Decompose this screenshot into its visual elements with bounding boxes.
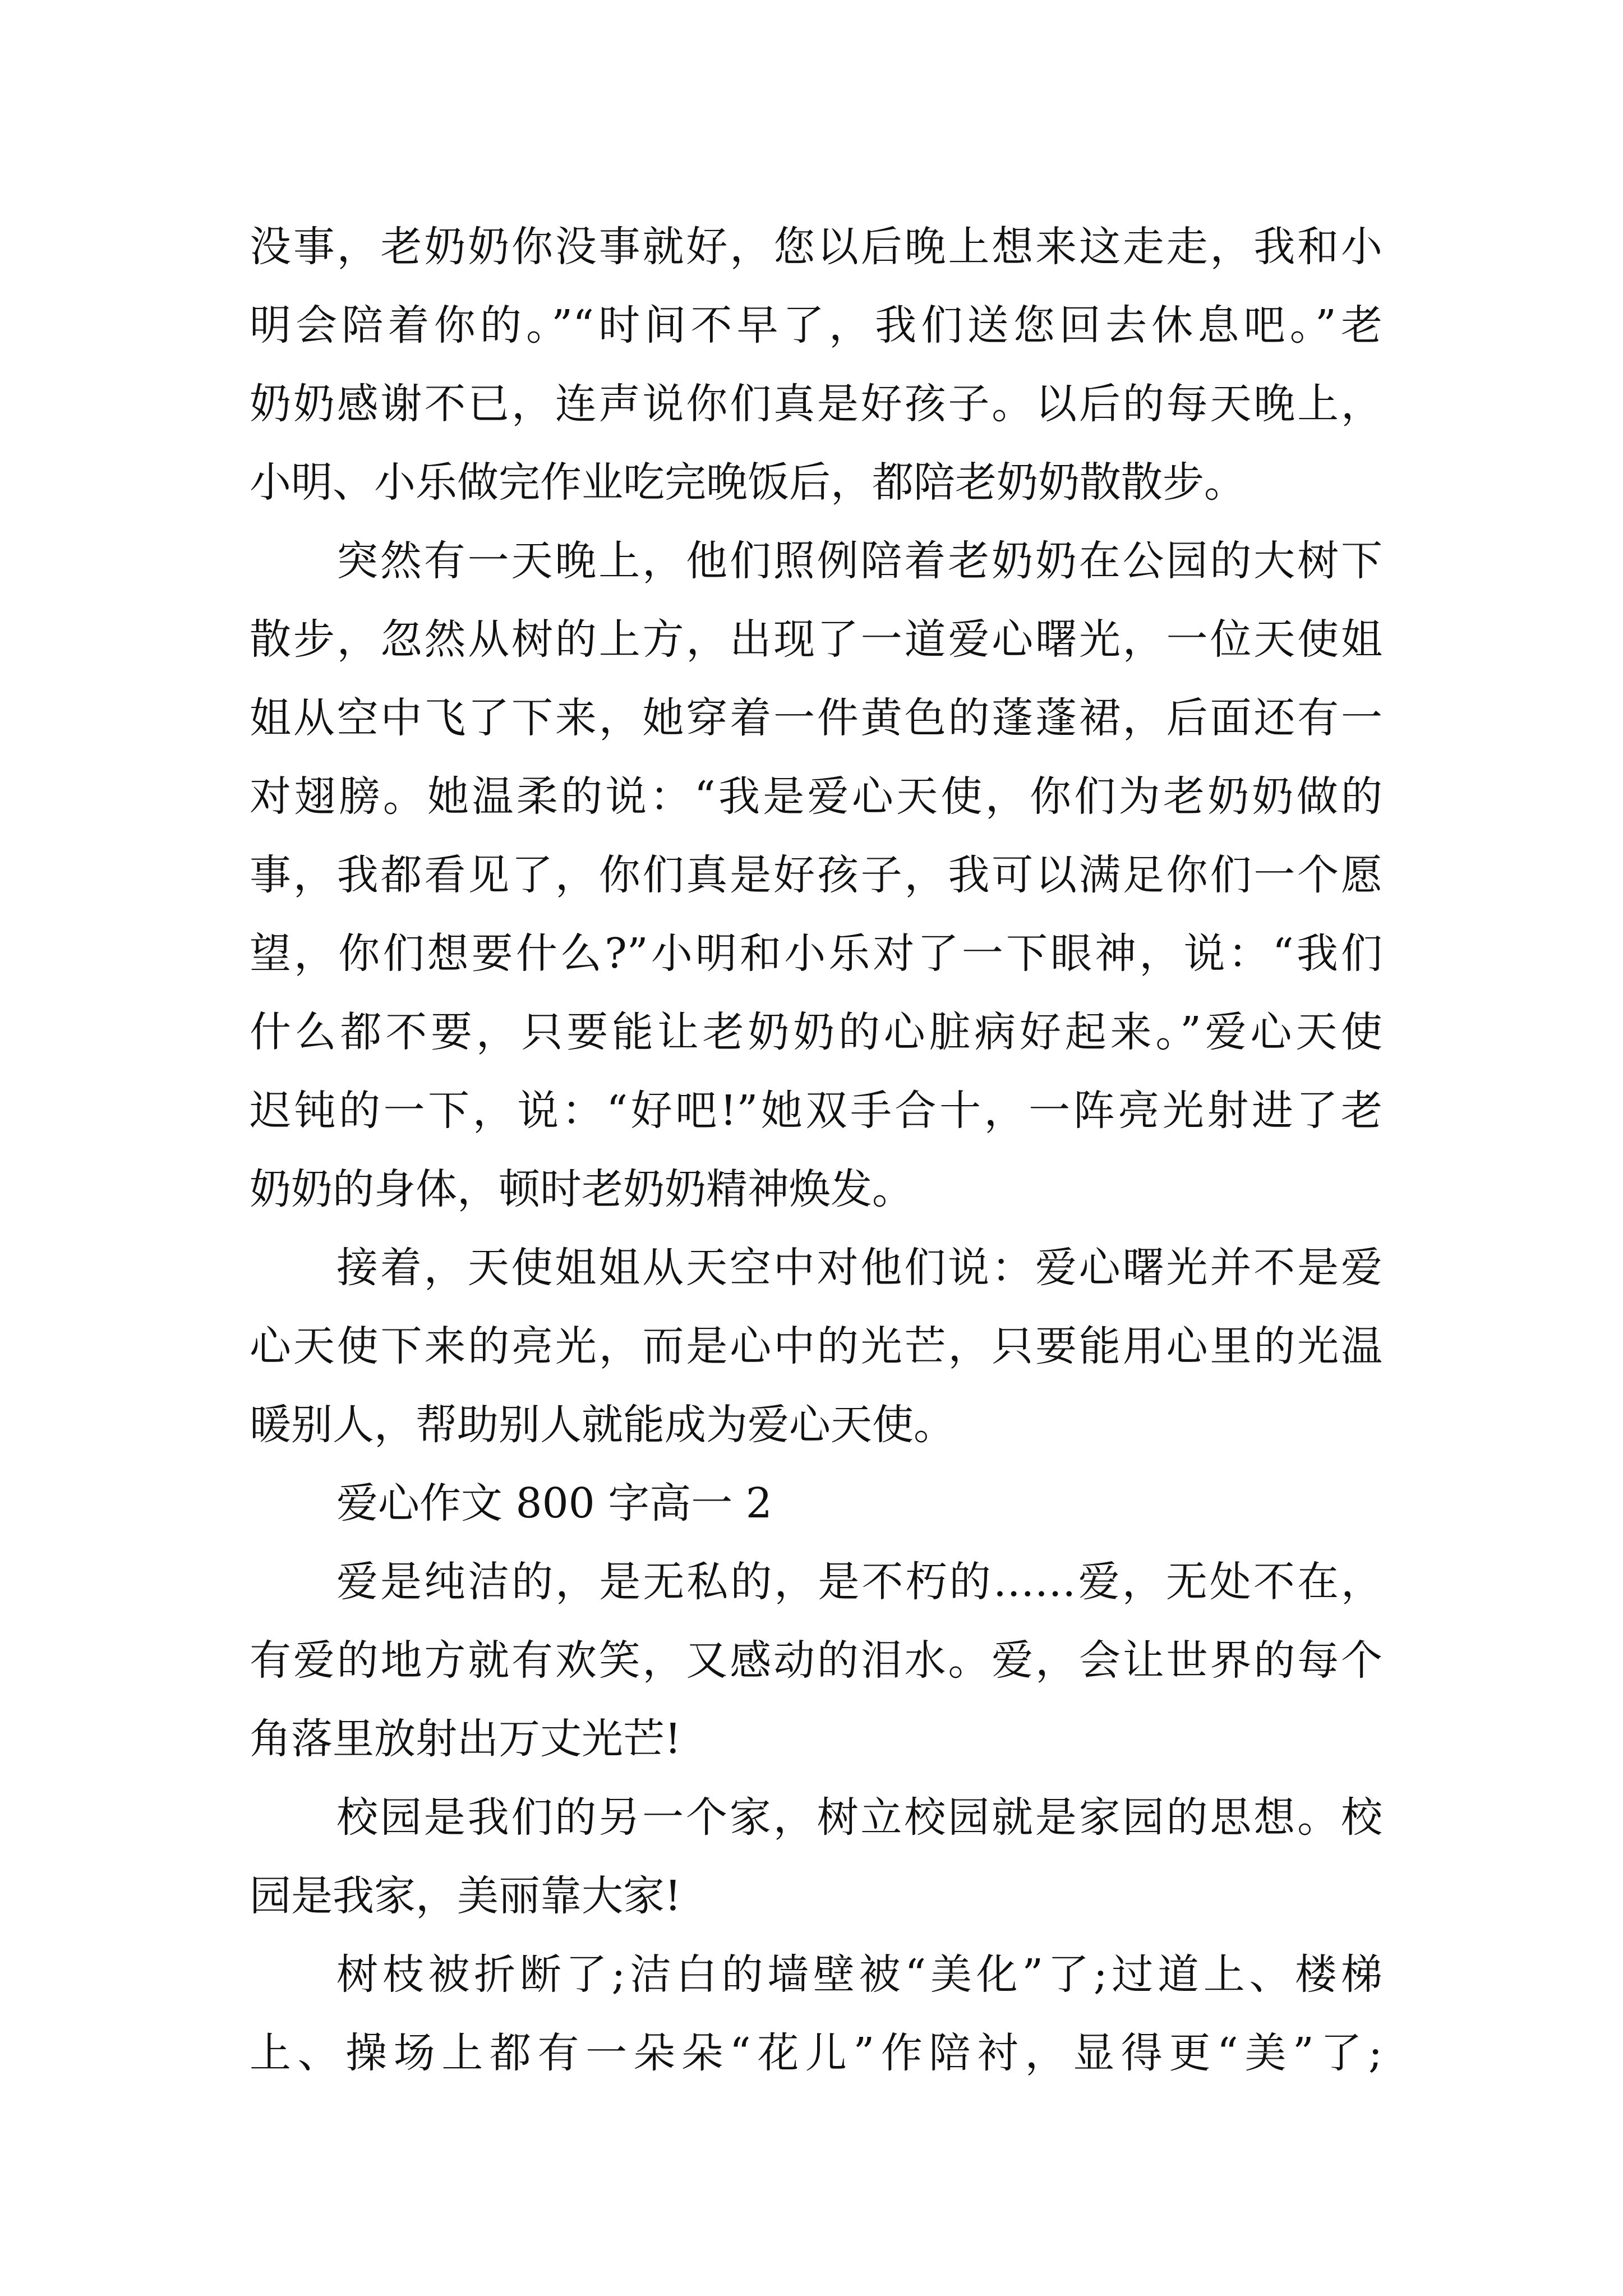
text-line: 接着，天使姐姐从天空中对他们说：爱心曙光并不是爱 (336, 1244, 1382, 1292)
text-line: 没事，老奶奶你没事就好，您以后晚上想来这走走，我和小 (250, 223, 1382, 271)
text-line: 树枝被折断了;洁白的墙壁被“美化”了;过道上、楼梯 (336, 1950, 1382, 1999)
paragraph (250, 1228, 1382, 1464)
paragraph (250, 208, 1382, 522)
text-line: 奶奶感谢不已，连声说你们真是好孩子。以后的每天晚上， (250, 380, 1382, 428)
text-line: 明会陪着你的。”“时间不早了，我们送您回去休息吧。”老 (250, 301, 1382, 349)
text-line: 暖别人，帮助别人就能成为爱心天使。 (250, 1401, 955, 1449)
text-line: 校园是我们的另一个家，树立校园就是家园的思想。校 (336, 1793, 1382, 1842)
text-line: 奶奶的身体，顿时老奶奶精神焕发。 (250, 1165, 914, 1213)
text-line: 散步，忽然从树的上方，出现了一道爱心曙光，一位天使姐 (250, 615, 1382, 664)
document-body (250, 208, 1382, 2092)
text-line: 角落里放射出万丈光芒! (250, 1715, 681, 1763)
paragraph (250, 1935, 1382, 2092)
text-line: 迟钝的一下，说：“好吧!”她双手合十，一阵亮光射进了老 (250, 1087, 1382, 1135)
text-line: 姐从空中飞了下来，她穿着一件黄色的蓬蓬裙，后面还有一 (250, 694, 1382, 742)
text-line: 什么都不要，只要能让老奶奶的心脏病好起来。”爱心天使 (250, 1008, 1382, 1056)
paragraph (250, 522, 1382, 1228)
section-title (250, 1464, 1382, 1543)
text-line: 突然有一天晚上，他们照例陪着老奶奶在公园的大树下 (336, 537, 1382, 585)
text-line: 事，我都看见了，你们真是好孩子，我可以满足你们一个愿 (250, 851, 1382, 899)
text-line: 对翅膀。她温柔的说：“我是爱心天使，你们为老奶奶做的 (250, 772, 1382, 821)
text-line: 上、操场上都有一朵朵“花儿”作陪衬，显得更“美”了; (250, 2029, 1382, 2077)
paragraph (250, 1543, 1382, 1778)
text-line: 望，你们想要什么?”小明和小乐对了一下眼神，说：“我们 (250, 930, 1382, 978)
text-line: 园是我家，美丽靠大家! (250, 1872, 681, 1920)
text-line: 心天使下来的亮光，而是心中的光芒，只要能用心里的光温 (250, 1322, 1382, 1370)
section-title-text: 爱心作文 800 字高一 2 (336, 1479, 772, 1527)
text-line: 爱是纯洁的，是无私的，是不朽的……爱，无处不在， (336, 1558, 1382, 1606)
text-line: 有爱的地方就有欢笑，又感动的泪水。爱，会让世界的每个 (250, 1636, 1382, 1685)
text-line: 小明、小乐做完作业吃完晚饭后，都陪老奶奶散散步。 (250, 458, 1246, 507)
paragraph (250, 1778, 1382, 1935)
